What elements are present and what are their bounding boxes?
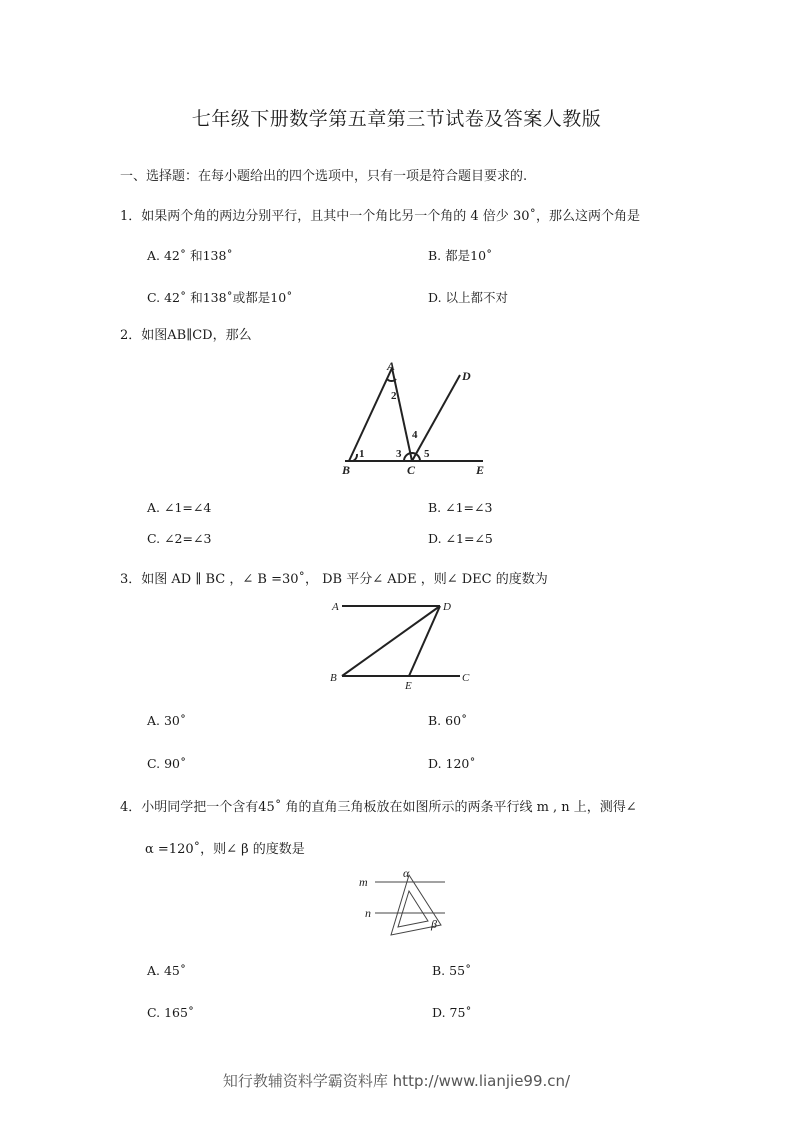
q3-label-a: A bbox=[332, 601, 339, 613]
q3-option-b: B. 60˚ bbox=[428, 713, 468, 728]
q2-option-a: A. ∠1=∠4 bbox=[147, 500, 212, 515]
section-heading: 一、选择题：在每小题给出的四个选项中，只有一项是符合题目要求的. bbox=[120, 169, 528, 184]
q2-label-b: B bbox=[342, 463, 351, 477]
q2-angle-2: 2 bbox=[391, 390, 397, 402]
question-4-stem: 4．小明同学把一个含有45˚ 角的直角三角板放在如图所示的两条平行线 m , n 上，测得∠ bbox=[120, 800, 637, 815]
page-title: 七年级下册数学第五章第三节试卷及答案人教版 bbox=[191, 108, 602, 130]
q4-label-beta: β bbox=[431, 917, 437, 931]
q2-label-d: D bbox=[462, 369, 471, 383]
q1-option-b: B. 都是10˚ bbox=[428, 248, 493, 263]
q3-option-a: A. 30˚ bbox=[147, 713, 187, 728]
footer-watermark: 知行教辅资料学霸资料库 http://www.lianjie99.cn/ bbox=[222, 1072, 571, 1090]
q2-label-e: E bbox=[476, 463, 485, 477]
q3-label-e: E bbox=[405, 680, 412, 692]
q2-option-d: D. ∠1=∠5 bbox=[428, 531, 493, 546]
q4-option-b: B. 55˚ bbox=[432, 963, 472, 978]
q3-label-d: D bbox=[443, 601, 451, 613]
q2-angle-3: 3 bbox=[396, 448, 402, 460]
q4-option-c: C. 165˚ bbox=[147, 1005, 195, 1020]
q2-option-c: C. ∠2=∠3 bbox=[147, 531, 212, 546]
q4-label-alpha: α bbox=[403, 866, 410, 880]
q2-label-c: C bbox=[407, 463, 416, 477]
q2-option-b: B. ∠1=∠3 bbox=[428, 500, 493, 515]
question-4-stem-cont: α =120˚，则∠ β 的度数是 bbox=[145, 842, 305, 857]
q1-option-c: C. 42˚ 和138˚或都是10˚ bbox=[147, 290, 293, 305]
question-3-stem: 3．如图 AD ∥ BC ，∠ B =30˚， DB 平分∠ ADE ，则∠ DEC 的度数为 bbox=[120, 572, 548, 587]
q3-option-c: C. 90˚ bbox=[147, 756, 187, 771]
q4-figure bbox=[355, 866, 455, 940]
q3-figure bbox=[328, 596, 478, 692]
q4-option-a: A. 45˚ bbox=[147, 963, 187, 978]
q1-option-d: D. 以上都不对 bbox=[428, 290, 509, 305]
q2-angle-5: 5 bbox=[424, 448, 430, 460]
q2-figure bbox=[335, 358, 495, 480]
question-2-stem: 2．如图AB∥CD，那么 bbox=[120, 328, 252, 343]
q1-option-a: A. 42˚ 和138˚ bbox=[147, 248, 233, 263]
q2-label-a: A bbox=[387, 359, 396, 373]
q2-angle-1: 1 bbox=[359, 448, 365, 460]
question-1-stem: 1．如果两个角的两边分别平行，且其中一个角比另一个角的 4 倍少 30˚，那么这两个角是 bbox=[120, 209, 640, 224]
q2-angle-4: 4 bbox=[412, 429, 418, 441]
q4-label-n: n bbox=[365, 906, 371, 920]
q4-option-d: D. 75˚ bbox=[432, 1005, 472, 1020]
q3-label-c: C bbox=[462, 672, 470, 684]
q4-label-m: m bbox=[359, 875, 368, 889]
q3-label-b: B bbox=[330, 672, 337, 684]
q3-option-d: D. 120˚ bbox=[428, 756, 476, 771]
